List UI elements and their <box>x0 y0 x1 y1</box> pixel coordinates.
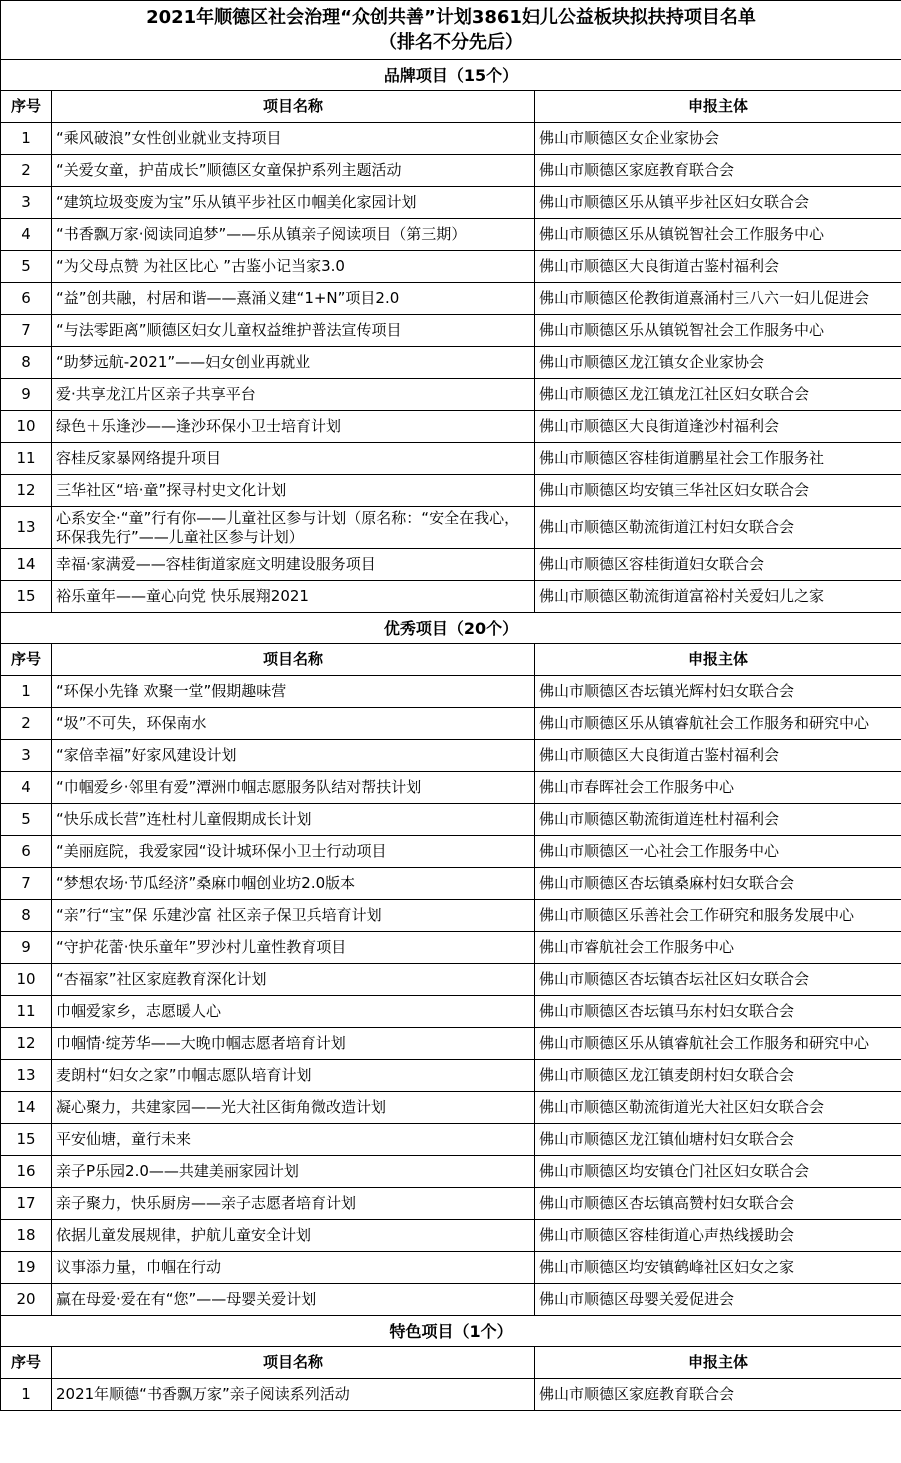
project-name: “乘风破浪”女性创业就业支持项目 <box>52 123 535 155</box>
page-subtitle: （排名不分先后） <box>1 30 901 60</box>
applicant: 佛山市顺德区杏坛镇杏坛社区妇女联合会 <box>535 964 901 996</box>
applicant: 佛山市顺德区杏坛镇马东村妇女联合会 <box>535 996 901 1028</box>
row-number: 4 <box>1 772 52 804</box>
subtitle-row <box>1 30 901 60</box>
table-row <box>1 1092 901 1124</box>
row-number: 14 <box>1 1092 52 1124</box>
table-row <box>1 964 901 996</box>
project-name: 爱·共享龙江片区亲子共享平台 <box>52 379 535 411</box>
applicant: 佛山市顺德区大良街道逢沙村福利会 <box>535 411 901 443</box>
row-number: 5 <box>1 804 52 836</box>
table-row <box>1 1188 901 1220</box>
row-number: 3 <box>1 187 52 219</box>
project-name: “益”创共融，村居和谐——熹涌义建“1+N”项目2.0 <box>52 283 535 315</box>
table-row <box>1 1028 901 1060</box>
row-number: 13 <box>1 1060 52 1092</box>
applicant: 佛山市顺德区均安镇三华社区妇女联合会 <box>535 475 901 507</box>
project-name: “快乐成长营”连杜村儿童假期成长计划 <box>52 804 535 836</box>
row-number: 15 <box>1 581 52 613</box>
project-name: 议事添力量，巾帼在行动 <box>52 1252 535 1284</box>
table-row <box>1 581 901 613</box>
table-row <box>1 1156 901 1188</box>
applicant: 佛山市顺德区龙江镇仙塘村妇女联合会 <box>535 1124 901 1156</box>
project-name: “梦想农场·节瓜经济”桑麻巾帼创业坊2.0版本 <box>52 868 535 900</box>
title-row <box>1 1 901 31</box>
project-name: “环保小先锋 欢聚一堂”假期趣味营 <box>52 676 535 708</box>
section-title-row <box>1 60 901 91</box>
applicant: 佛山市顺德区杏坛镇高赞村妇女联合会 <box>535 1188 901 1220</box>
applicant: 佛山市顺德区杏坛镇桑麻村妇女联合会 <box>535 868 901 900</box>
row-number: 15 <box>1 1124 52 1156</box>
table-row <box>1 283 901 315</box>
header-number: 序号 <box>1 644 52 676</box>
applicant: 佛山市顺德区龙江镇麦朗村妇女联合会 <box>535 1060 901 1092</box>
applicant: 佛山市顺德区乐从镇锐智社会工作服务中心 <box>535 315 901 347</box>
applicant: 佛山市顺德区龙江镇女企业家协会 <box>535 347 901 379</box>
row-number: 20 <box>1 1284 52 1316</box>
project-name: 裕乐童年——童心向党 快乐展翔2021 <box>52 581 535 613</box>
table-row <box>1 549 901 581</box>
project-name: “关爱女童，护苗成长”顺德区女童保护系列主题活动 <box>52 155 535 187</box>
applicant: 佛山市顺德区龙江镇龙江社区妇女联合会 <box>535 379 901 411</box>
row-number: 10 <box>1 964 52 996</box>
row-number: 14 <box>1 549 52 581</box>
row-number: 12 <box>1 1028 52 1060</box>
row-number: 8 <box>1 347 52 379</box>
project-name: 巾帼爱家乡，志愿暖人心 <box>52 996 535 1028</box>
table-row <box>1 379 901 411</box>
project-name: “杏福家”社区家庭教育深化计划 <box>52 964 535 996</box>
applicant: 佛山市顺德区容桂街道鹏星社会工作服务社 <box>535 443 901 475</box>
row-number: 16 <box>1 1156 52 1188</box>
table-row <box>1 315 901 347</box>
applicant: 佛山市顺德区一心社会工作服务中心 <box>535 836 901 868</box>
project-name: 容桂反家暴网络提升项目 <box>52 443 535 475</box>
table-row <box>1 836 901 868</box>
applicant: 佛山市顺德区勒流街道江村妇女联合会 <box>535 507 901 549</box>
project-name: 三华社区“培·童”探寻村史文化计划 <box>52 475 535 507</box>
header-number: 序号 <box>1 1347 52 1379</box>
row-number: 2 <box>1 155 52 187</box>
row-number: 9 <box>1 379 52 411</box>
row-number: 12 <box>1 475 52 507</box>
table-row <box>1 219 901 251</box>
project-name: “建筑垃圾变废为宝”乐从镇平步社区巾帼美化家园计划 <box>52 187 535 219</box>
table-row <box>1 740 901 772</box>
row-number: 7 <box>1 868 52 900</box>
column-header-row <box>1 91 901 123</box>
table-row <box>1 1252 901 1284</box>
header-project-name: 项目名称 <box>52 91 535 123</box>
table-row <box>1 411 901 443</box>
project-name: 幸福·家满爱——容桂街道家庭文明建设服务项目 <box>52 549 535 581</box>
table-row <box>1 1379 901 1411</box>
table-row <box>1 187 901 219</box>
project-name: “美丽庭院，我爱家园“设计城环保小卫士行动项目 <box>52 836 535 868</box>
header-number: 序号 <box>1 91 52 123</box>
project-name: 赢在母爱·爱在有“您”——母婴关爱计划 <box>52 1284 535 1316</box>
project-name: 麦朗村“妇女之家”巾帼志愿队培育计划 <box>52 1060 535 1092</box>
applicant: 佛山市顺德区大良街道古鉴村福利会 <box>535 740 901 772</box>
project-name: “书香飘万家·阅读同追梦”——乐从镇亲子阅读项目（第三期） <box>52 219 535 251</box>
project-name: 巾帼情·绽芳华——大晚巾帼志愿者培育计划 <box>52 1028 535 1060</box>
row-number: 1 <box>1 123 52 155</box>
row-number: 8 <box>1 900 52 932</box>
row-number: 9 <box>1 932 52 964</box>
row-number: 11 <box>1 443 52 475</box>
project-name: “亲”行“宝”保 乐建沙富 社区亲子保卫兵培育计划 <box>52 900 535 932</box>
table-row <box>1 1060 901 1092</box>
applicant: 佛山市顺德区容桂街道妇女联合会 <box>535 549 901 581</box>
applicant: 佛山市顺德区大良街道古鉴村福利会 <box>535 251 901 283</box>
project-name: 平安仙塘，童行未来 <box>52 1124 535 1156</box>
applicant: 佛山市顺德区杏坛镇光辉村妇女联合会 <box>535 676 901 708</box>
row-number: 1 <box>1 1379 52 1411</box>
table-row <box>1 251 901 283</box>
applicant: 佛山市顺德区女企业家协会 <box>535 123 901 155</box>
header-applicant: 申报主体 <box>535 91 901 123</box>
column-header-row <box>1 644 901 676</box>
applicant: 佛山市顺德区家庭教育联合会 <box>535 1379 901 1411</box>
row-number: 7 <box>1 315 52 347</box>
applicant: 佛山市顺德区勒流街道光大社区妇女联合会 <box>535 1092 901 1124</box>
project-name: 亲子聚力，快乐厨房——亲子志愿者培育计划 <box>52 1188 535 1220</box>
table-row <box>1 347 901 379</box>
row-number: 5 <box>1 251 52 283</box>
row-number: 13 <box>1 507 52 549</box>
row-number: 4 <box>1 219 52 251</box>
column-header-row <box>1 1347 901 1379</box>
applicant: 佛山市顺德区乐从镇睿航社会工作服务和研究中心 <box>535 708 901 740</box>
row-number: 18 <box>1 1220 52 1252</box>
table-row <box>1 676 901 708</box>
header-applicant: 申报主体 <box>535 644 901 676</box>
project-name: “为父母点赞 为社区比心 ”古鉴小记当家3.0 <box>52 251 535 283</box>
applicant: 佛山市顺德区母婴关爱促进会 <box>535 1284 901 1316</box>
row-number: 1 <box>1 676 52 708</box>
table-row <box>1 996 901 1028</box>
section-title: 优秀项目（20个） <box>1 613 901 644</box>
applicant: 佛山市顺德区乐从镇平步社区妇女联合会 <box>535 187 901 219</box>
row-number: 6 <box>1 836 52 868</box>
applicant: 佛山市春晖社会工作服务中心 <box>535 772 901 804</box>
table-row <box>1 1284 901 1316</box>
row-number: 2 <box>1 708 52 740</box>
project-name: “巾帼爱乡·邻里有爱”潭洲巾帼志愿服务队结对帮扶计划 <box>52 772 535 804</box>
table-row <box>1 155 901 187</box>
table-row <box>1 772 901 804</box>
project-name: 心系安全·“童”行有你——儿童社区参与计划（原名称：“安全在我心，环保我先行”——儿童社区参与计划） <box>52 507 535 549</box>
project-name: 依据儿童发展规律，护航儿童安全计划 <box>52 1220 535 1252</box>
row-number: 3 <box>1 740 52 772</box>
row-number: 11 <box>1 996 52 1028</box>
row-number: 17 <box>1 1188 52 1220</box>
table-row <box>1 804 901 836</box>
applicant: 佛山市顺德区容桂街道心声热线援助会 <box>535 1220 901 1252</box>
section-title-row <box>1 613 901 644</box>
project-name: 绿色＋乐逢沙——逢沙环保小卫士培育计划 <box>52 411 535 443</box>
header-applicant: 申报主体 <box>535 1347 901 1379</box>
section-title-row <box>1 1316 901 1347</box>
row-number: 19 <box>1 1252 52 1284</box>
applicant: 佛山市顺德区乐从镇锐智社会工作服务中心 <box>535 219 901 251</box>
table-row <box>1 1124 901 1156</box>
applicant: 佛山市顺德区均安镇仓门社区妇女联合会 <box>535 1156 901 1188</box>
table-row <box>1 123 901 155</box>
header-project-name: 项目名称 <box>52 644 535 676</box>
project-name: 2021年顺德“书香飘万家”亲子阅读系列活动 <box>52 1379 535 1411</box>
table-row <box>1 443 901 475</box>
applicant: 佛山市顺德区乐从镇睿航社会工作服务和研究中心 <box>535 1028 901 1060</box>
applicant: 佛山市睿航社会工作服务中心 <box>535 932 901 964</box>
table-row <box>1 868 901 900</box>
row-number: 6 <box>1 283 52 315</box>
project-name: “与法零距离”顺德区妇女儿童权益维护普法宣传项目 <box>52 315 535 347</box>
applicant: 佛山市顺德区勒流街道连杜村福利会 <box>535 804 901 836</box>
project-name: “家倍幸福”好家风建设计划 <box>52 740 535 772</box>
table-row <box>1 900 901 932</box>
header-project-name: 项目名称 <box>52 1347 535 1379</box>
table-body <box>1 1 901 1411</box>
applicant: 佛山市顺德区均安镇鹤峰社区妇女之家 <box>535 1252 901 1284</box>
page-title: 2021年顺德区社会治理“众创共善”计划3861妇儿公益板块拟扶持项目名单 <box>1 1 901 31</box>
applicant: 佛山市顺德区伦教街道熹涌村三八六一妇儿促进会 <box>535 283 901 315</box>
table-row <box>1 708 901 740</box>
project-name: “守护花蕾·快乐童年”罗沙村儿童性教育项目 <box>52 932 535 964</box>
applicant: 佛山市顺德区乐善社会工作研究和服务发展中心 <box>535 900 901 932</box>
project-name: “助梦远航-2021”——妇女创业再就业 <box>52 347 535 379</box>
section-title: 品牌项目（15个） <box>1 60 901 91</box>
project-name: “圾”不可失，环保南水 <box>52 708 535 740</box>
applicant: 佛山市顺德区勒流街道富裕村关爱妇儿之家 <box>535 581 901 613</box>
table-row <box>1 475 901 507</box>
row-number: 10 <box>1 411 52 443</box>
project-name: 亲子P乐园2.0——共建美丽家园计划 <box>52 1156 535 1188</box>
table-row <box>1 1220 901 1252</box>
section-title: 特色项目（1个） <box>1 1316 901 1347</box>
table-row <box>1 932 901 964</box>
project-name: 凝心聚力，共建家园——光大社区街角微改造计划 <box>52 1092 535 1124</box>
table-row <box>1 507 901 549</box>
applicant: 佛山市顺德区家庭教育联合会 <box>535 155 901 187</box>
